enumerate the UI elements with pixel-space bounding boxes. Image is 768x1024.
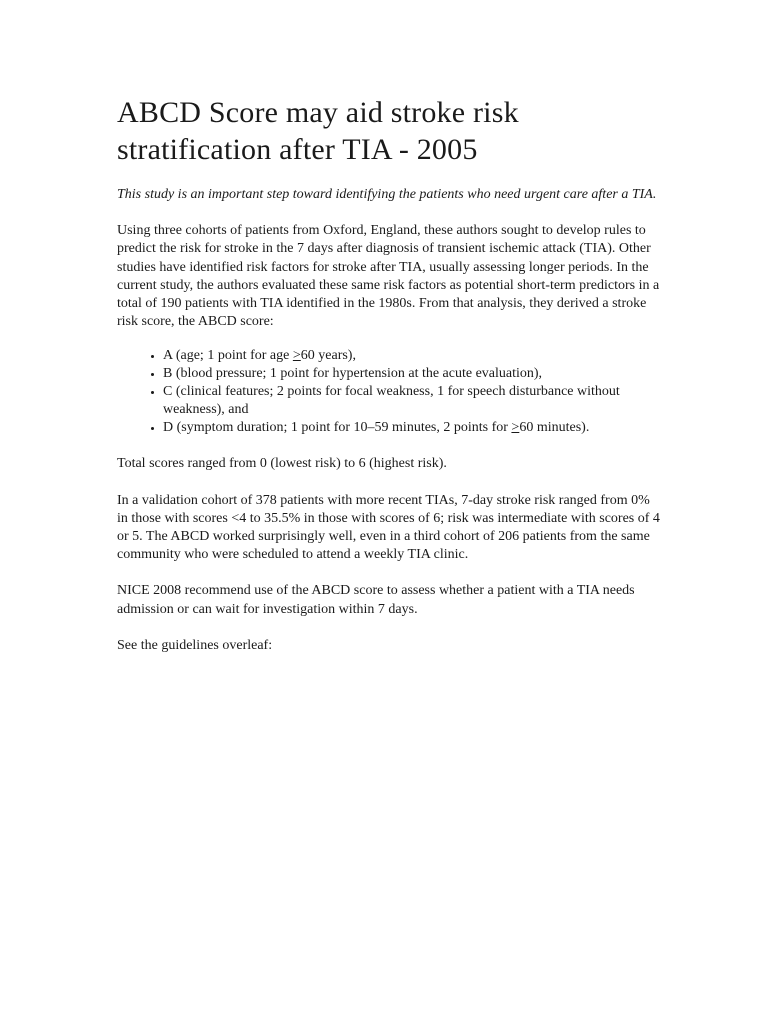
validation-paragraph: In a validation cohort of 378 patients with more recent TIAs, 7-day stroke risk ranged from 0% in those with scores <4 to 35.5% in those with scores of 6; risk was intermediate with scores of 4 or 5. The ABCD worked surprisingly well, even in a third cohort of 206 patients from the same community who were scheduled to attend a weekly TIA clinic. (117, 492, 660, 563)
ge-symbol: > (292, 348, 301, 364)
score-range-paragraph: Total scores ranged from 0 (lowest risk) to 6 (highest risk). (117, 456, 447, 472)
nice-paragraph: NICE 2008 recommend use of the ABCD score to assess whether a patient with a TIA needs admission or can wait for investigation within 7 days. (117, 583, 635, 617)
criteria-item-b: • B (blood pressure; 1 point for hypertension at the acute evaluation), (163, 365, 662, 383)
criteria-item-c: • C (clinical features; 2 points for focal weakness, 1 for speech disturbance without weakness), and (163, 383, 662, 419)
see-guidelines-paragraph: See the guidelines overleaf: (117, 637, 273, 653)
criteria-item-a: • A (age; 1 point for age >60 years), (163, 347, 662, 365)
abcd-criteria-list (117, 347, 662, 437)
intro-paragraph: This study is an important step toward identifying the patients who need urgent care after a TIA. (117, 187, 657, 202)
ge-symbol: > (511, 420, 520, 436)
document-title: ABCD Score may aid stroke risk stratification after TIA - 2005 (117, 96, 519, 166)
methods-paragraph: Using three cohorts of patients from Oxford, England, these authors sought to develop rules to predict the risk for stroke in the 7 days after diagnosis of transient ischemic attack (TIA). Other studies have identified risk factors for stroke after TIA, usually assessing longer periods. In the current study, the authors evaluated these same risk factors as potential short-term predictors in a total of 190 patients with TIA identified in the 1980s. From that analysis, they derived a stroke risk score, the ABCD score: (117, 223, 660, 330)
criteria-item-d: • D (symptom duration; 1 point for 10–59 minutes, 2 points for >60 minutes). (163, 419, 662, 437)
document-content (117, 94, 662, 655)
